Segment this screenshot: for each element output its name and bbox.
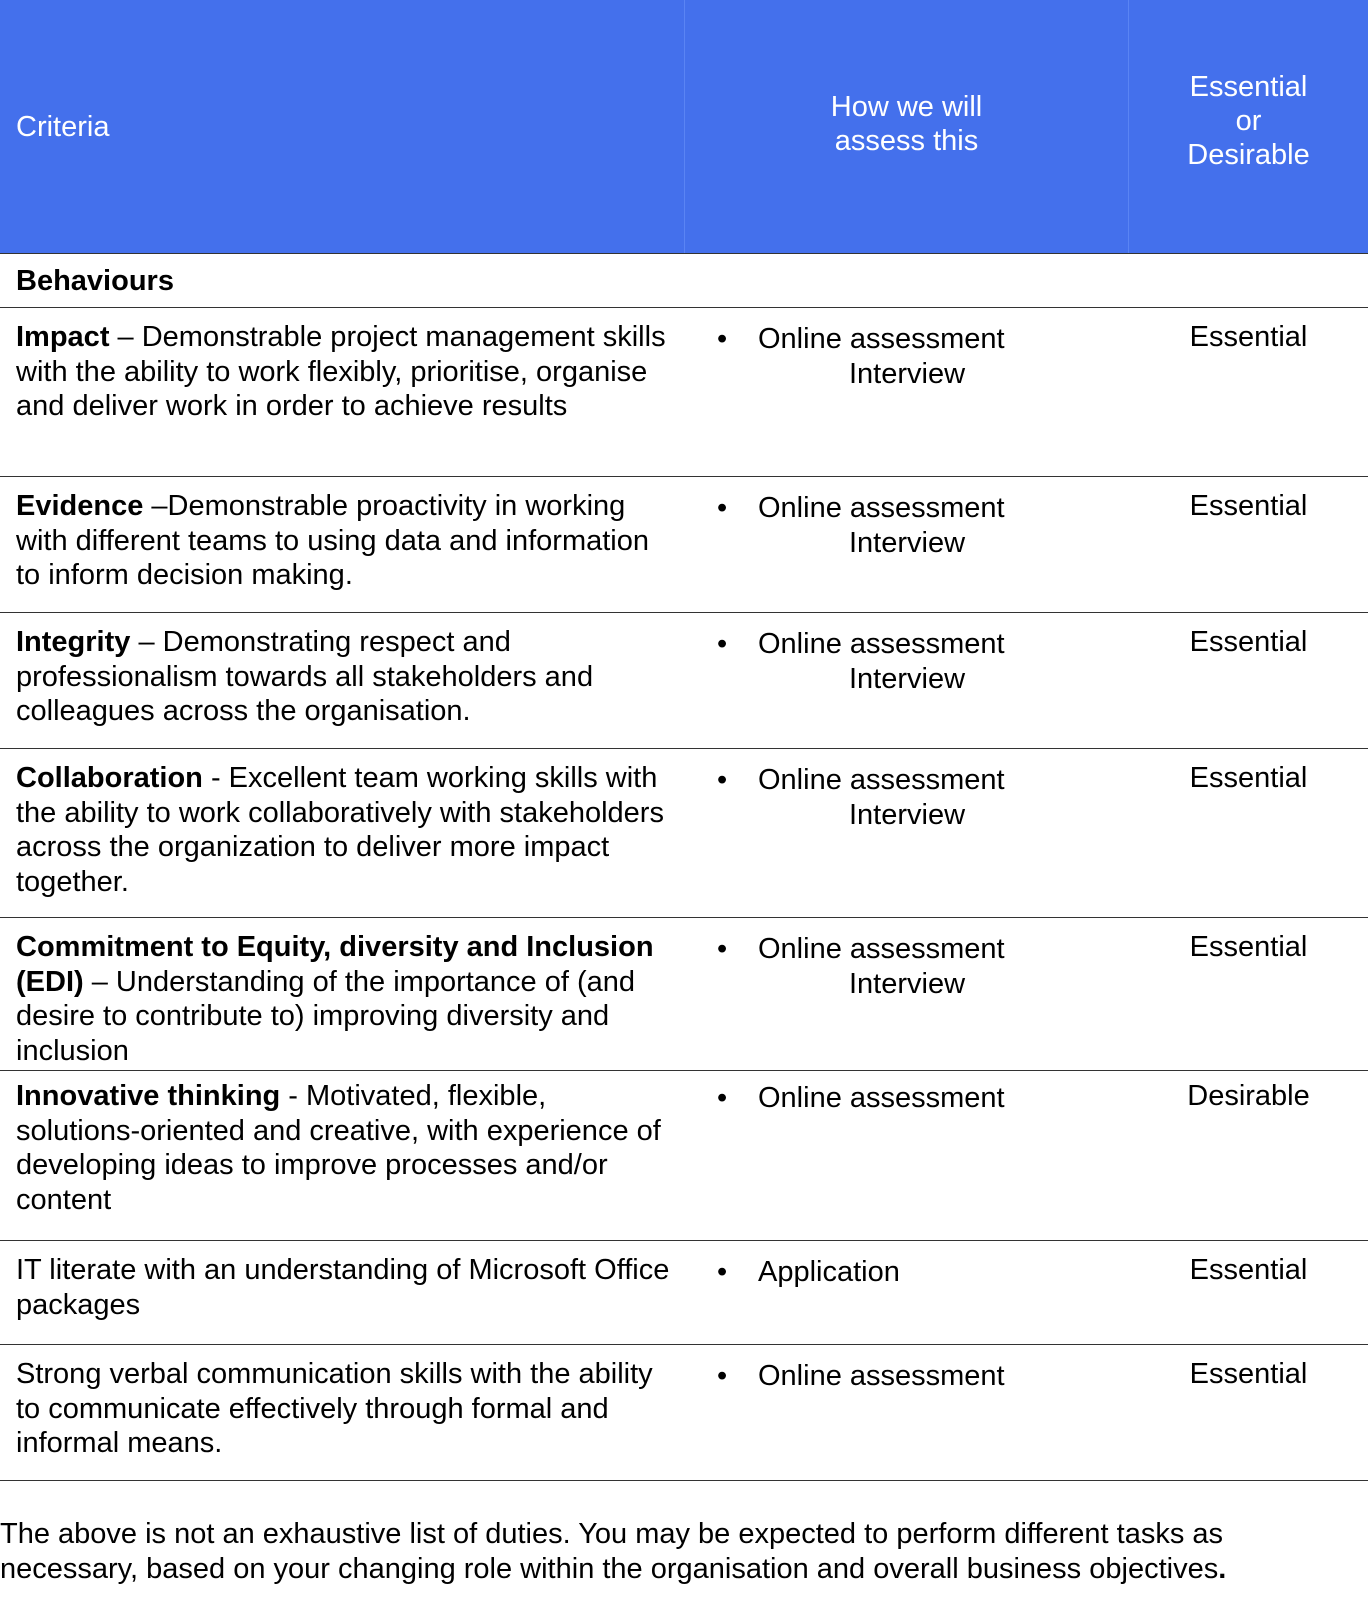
header-essential-desirable bbox=[1129, 0, 1368, 253]
assessment-method bbox=[685, 491, 1129, 526]
criteria-cell bbox=[0, 918, 685, 1070]
criteria-text: –Demonstrable proactivity in working with different teams to using data and information to inform decision making. bbox=[16, 490, 650, 591]
assessment-method: Interview bbox=[848, 798, 966, 831]
table-row bbox=[0, 477, 1368, 613]
assessment-method: Interview bbox=[848, 662, 966, 695]
assessment-method bbox=[685, 322, 1129, 357]
method-label: Online assessment bbox=[758, 628, 1005, 660]
assessment-cell bbox=[685, 613, 1129, 748]
method-label: Online assessment bbox=[758, 323, 1005, 355]
assessment-method bbox=[685, 1255, 1129, 1290]
assessment-cell bbox=[685, 1071, 1129, 1240]
bullet-icon: • bbox=[717, 628, 728, 660]
footer-period: . bbox=[1218, 1553, 1227, 1585]
criteria-text: – Demonstrable project management skills with the ability to work flexibly, prioritise, organise and deliver work in order to achieve results bbox=[16, 321, 666, 422]
assessment-method: Interview bbox=[848, 526, 966, 559]
table-header bbox=[0, 0, 1368, 254]
criteria-text: – Demonstrating respect and professionalism towards all stakeholders and colleagues across the organisation. bbox=[16, 626, 594, 727]
requirement-cell: Essential bbox=[1189, 490, 1308, 522]
header-criteria-label: Criteria bbox=[16, 110, 110, 143]
criteria-bold: Collaboration bbox=[16, 762, 203, 794]
criteria-cell bbox=[0, 477, 685, 612]
criteria-bold: Innovative thinking bbox=[16, 1080, 281, 1112]
assessment-method bbox=[685, 932, 1129, 967]
footer-line2-text: necessary, based on your changing role within the organisation and overall business objectives bbox=[0, 1553, 1219, 1585]
assessment-method bbox=[685, 1081, 1129, 1116]
criteria-bold: Impact bbox=[16, 321, 110, 353]
assessment-method bbox=[685, 627, 1129, 662]
criteria-cell bbox=[0, 1345, 685, 1480]
criteria-text: IT literate with an understanding of Microsoft Office packages bbox=[16, 1254, 670, 1321]
method-label: Online assessment bbox=[758, 1082, 1005, 1114]
assessment-cell bbox=[685, 308, 1129, 476]
criteria-text: Strong verbal communication skills with the ability to communicate effectively through formal and informal means. bbox=[16, 1358, 653, 1459]
header-criteria bbox=[0, 0, 685, 253]
bullet-icon: • bbox=[717, 764, 728, 796]
criteria-text: - Motivated, flexible, solutions-oriented and creative, with experience of developing ideas to improve processes and/or content bbox=[16, 1080, 661, 1216]
assessment-cell bbox=[685, 1241, 1129, 1344]
criteria-cell bbox=[0, 1071, 685, 1240]
requirement-cell: Essential bbox=[1189, 1254, 1308, 1286]
table-row bbox=[0, 749, 1368, 918]
criteria-bold: Commitment to Equity, diversity and Inclusion (EDI) bbox=[16, 931, 654, 998]
assessment-cell bbox=[685, 918, 1129, 1070]
method-label: Online assessment bbox=[758, 1360, 1005, 1392]
method-label: Online assessment bbox=[758, 492, 1005, 524]
table-row bbox=[0, 308, 1368, 477]
requirement-cell: Essential bbox=[1189, 762, 1308, 794]
assessment-method: Interview bbox=[848, 967, 966, 1000]
requirement-cell: Essential bbox=[1189, 931, 1308, 963]
requirement-cell: Essential bbox=[1189, 626, 1308, 658]
footer-line1: The above is not an exhaustive list of duties. You may be expected to perform different tasks as bbox=[0, 1518, 1224, 1550]
header-ed-line1: Essential bbox=[1189, 70, 1308, 103]
table-row bbox=[0, 1345, 1368, 1481]
assessment-method bbox=[685, 1359, 1129, 1394]
criteria-bold: Integrity bbox=[16, 626, 131, 658]
method-label: Online assessment bbox=[758, 933, 1005, 965]
bullet-icon: • bbox=[717, 323, 728, 355]
criteria-cell bbox=[0, 613, 685, 748]
bullet-icon: • bbox=[717, 492, 728, 524]
header-assessment bbox=[685, 0, 1129, 253]
section-title: Behaviours bbox=[0, 254, 1368, 308]
header-assessment-line2: assess this bbox=[834, 124, 979, 157]
bullet-icon: • bbox=[717, 1360, 728, 1392]
header-assessment-line1: How we will bbox=[830, 90, 983, 123]
requirement-cell: Essential bbox=[1189, 321, 1308, 353]
bullet-icon: • bbox=[717, 933, 728, 965]
assessment-cell bbox=[685, 749, 1129, 917]
requirement-cell: Desirable bbox=[1187, 1080, 1310, 1112]
criteria-cell bbox=[0, 749, 685, 917]
assessment-method bbox=[685, 763, 1129, 798]
method-label: Online assessment bbox=[758, 764, 1005, 796]
criteria-text: - Excellent team working skills with the ability to work collaboratively with stakeholders across the organization to deliver more impact together. bbox=[16, 762, 664, 898]
bullet-icon: • bbox=[717, 1256, 728, 1288]
assessment-cell bbox=[685, 477, 1129, 612]
header-ed-line3: Desirable bbox=[1187, 138, 1310, 171]
footer-line2 bbox=[0, 1552, 1368, 1587]
table-row bbox=[0, 1071, 1368, 1241]
header-ed-line2: or bbox=[1235, 104, 1262, 137]
requirement-cell: Essential bbox=[1189, 1358, 1308, 1390]
criteria-bold: Evidence bbox=[16, 490, 144, 522]
table-row bbox=[0, 613, 1368, 749]
assessment-method: Interview bbox=[848, 357, 966, 390]
criteria-cell bbox=[0, 308, 685, 476]
table-row bbox=[0, 1241, 1368, 1345]
assessment-cell bbox=[685, 1345, 1129, 1480]
footer-note bbox=[0, 1517, 1368, 1587]
criteria-cell bbox=[0, 1241, 685, 1344]
method-label: Application bbox=[758, 1256, 900, 1288]
criteria-text: – Understanding of the importance of (and desire to contribute to) improving diversity and inclusion bbox=[16, 965, 636, 1067]
table-row bbox=[0, 918, 1368, 1071]
bullet-icon: • bbox=[717, 1082, 728, 1114]
